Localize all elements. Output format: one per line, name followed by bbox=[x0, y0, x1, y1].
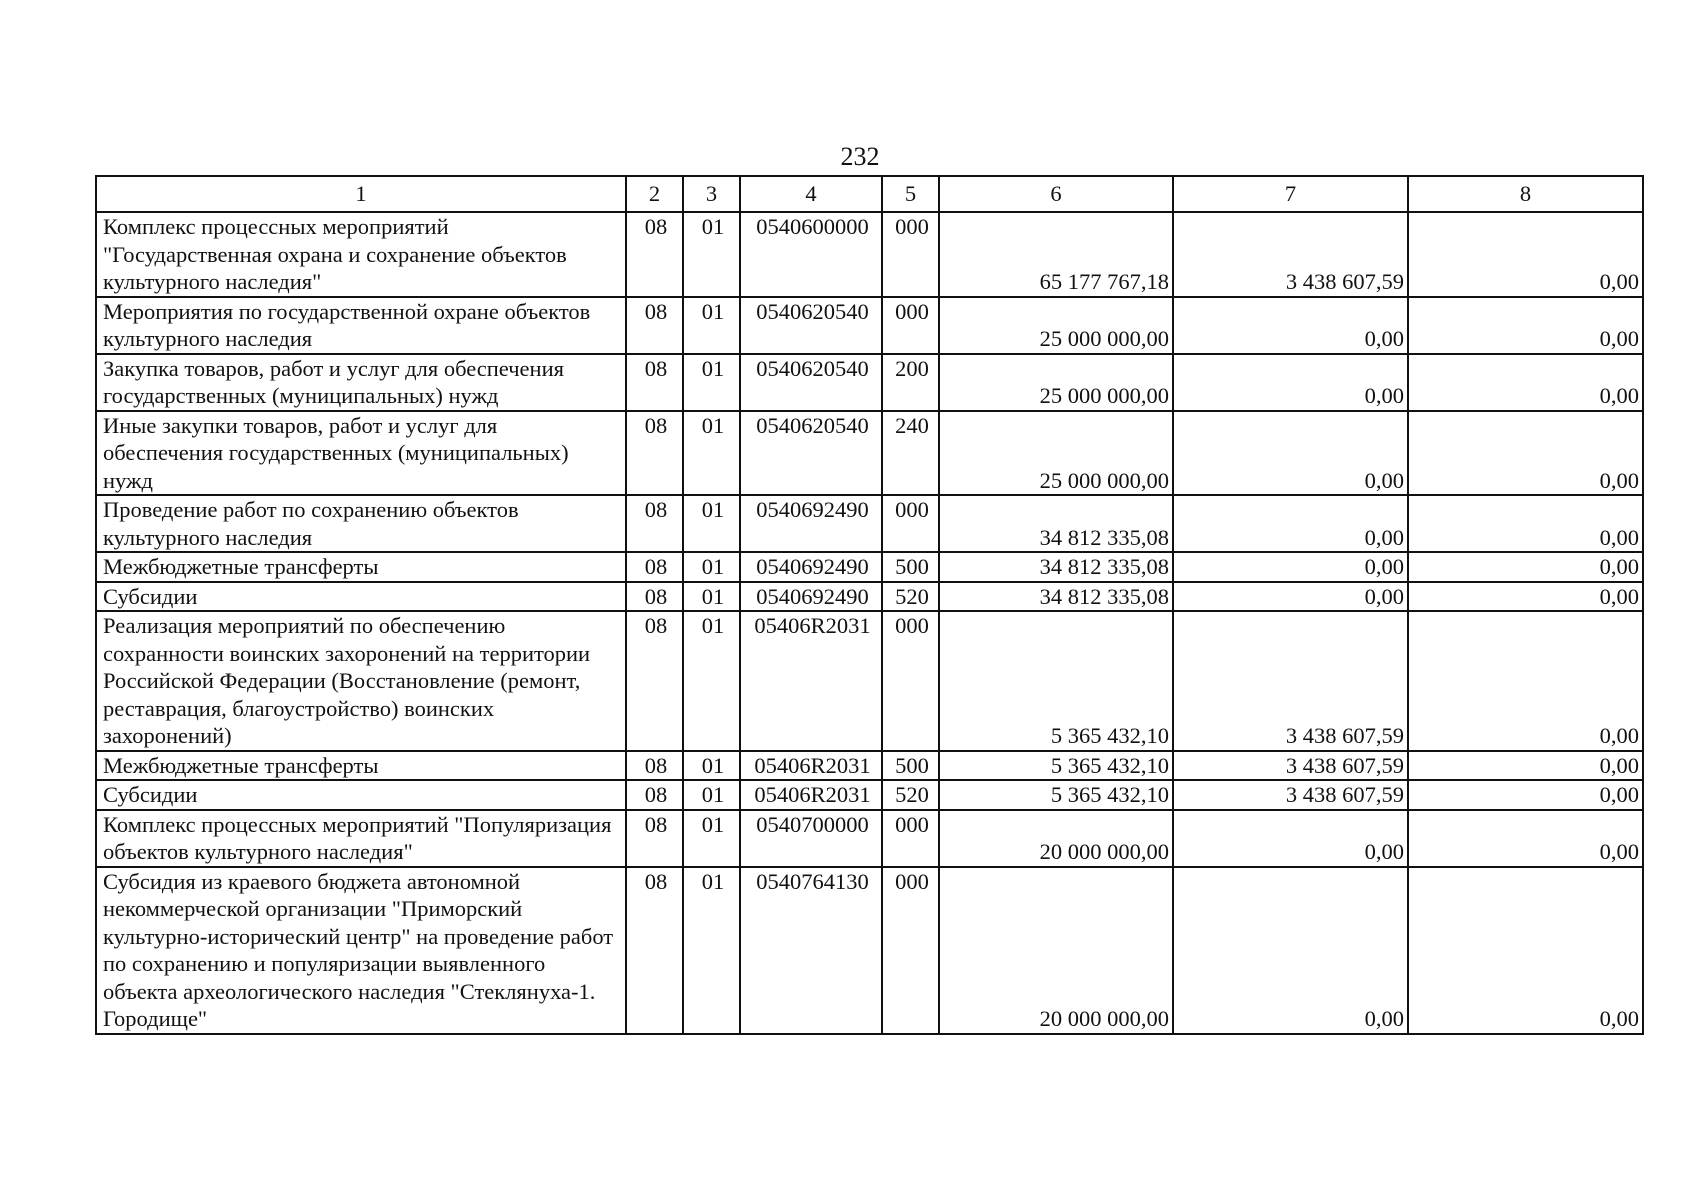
amount-col7: 0,00 bbox=[1173, 582, 1408, 612]
table-row bbox=[96, 751, 1643, 781]
row-name: Реализация мероприятий по обеспечению сохранности воинских захоронений на территории Российской Федерации (Восстановление (ремонт, реставрация, благоустройство) воинских захоронений) bbox=[96, 611, 626, 751]
section-code: 08 bbox=[626, 297, 683, 354]
row-name: Комплекс процессных мероприятий "Популяризация объектов культурного наследия" bbox=[96, 810, 626, 867]
header-cell-1: 1 bbox=[96, 176, 626, 212]
amount-col6: 34 812 335,08 bbox=[939, 495, 1173, 552]
page-number: 232 bbox=[840, 142, 880, 171]
subsection-code: 01 bbox=[683, 867, 740, 1034]
section-code: 08 bbox=[626, 495, 683, 552]
expense-type-code: 000 bbox=[882, 611, 939, 751]
target-article-code: 0540620540 bbox=[740, 297, 882, 354]
header-cell-5: 5 bbox=[882, 176, 939, 212]
header-cell-7: 7 bbox=[1173, 176, 1408, 212]
amount-col6: 25 000 000,00 bbox=[939, 297, 1173, 354]
table-row bbox=[96, 212, 1643, 297]
amount-col6: 5 365 432,10 bbox=[939, 611, 1173, 751]
subsection-code: 01 bbox=[683, 552, 740, 582]
target-article-code: 0540692490 bbox=[740, 495, 882, 552]
subsection-code: 01 bbox=[683, 611, 740, 751]
section-code: 08 bbox=[626, 810, 683, 867]
amount-col6: 25 000 000,00 bbox=[939, 411, 1173, 496]
amount-col7: 0,00 bbox=[1173, 552, 1408, 582]
amount-col8: 0,00 bbox=[1408, 495, 1643, 552]
table-row bbox=[96, 297, 1643, 354]
target-article-code: 0540620540 bbox=[740, 354, 882, 411]
target-article-code: 05406R2031 bbox=[740, 780, 882, 810]
amount-col6: 20 000 000,00 bbox=[939, 810, 1173, 867]
expense-type-code: 500 bbox=[882, 552, 939, 582]
header-cell-2: 2 bbox=[626, 176, 683, 212]
amount-col7: 0,00 bbox=[1173, 810, 1408, 867]
amount-col6: 34 812 335,08 bbox=[939, 582, 1173, 612]
amount-col6: 5 365 432,10 bbox=[939, 780, 1173, 810]
amount-col7: 0,00 bbox=[1173, 354, 1408, 411]
section-code: 08 bbox=[626, 611, 683, 751]
amount-col8: 0,00 bbox=[1408, 867, 1643, 1034]
amount-col7: 3 438 607,59 bbox=[1173, 780, 1408, 810]
header-cell-8: 8 bbox=[1408, 176, 1643, 212]
row-name: Субсидии bbox=[96, 582, 626, 612]
amount-col7: 3 438 607,59 bbox=[1173, 212, 1408, 297]
row-name: Проведение работ по сохранению объектов культурного наследия bbox=[96, 495, 626, 552]
amount-col8: 0,00 bbox=[1408, 611, 1643, 751]
amount-col8: 0,00 bbox=[1408, 212, 1643, 297]
subsection-code: 01 bbox=[683, 495, 740, 552]
amount-col8: 0,00 bbox=[1408, 297, 1643, 354]
expense-type-code: 000 bbox=[882, 212, 939, 297]
row-name: Иные закупки товаров, работ и услуг для обеспечения государственных (муниципальных) нужд bbox=[96, 411, 626, 496]
row-name: Субсидии bbox=[96, 780, 626, 810]
header-row bbox=[96, 176, 1643, 212]
expense-type-code: 240 bbox=[882, 411, 939, 496]
section-code: 08 bbox=[626, 751, 683, 781]
section-code: 08 bbox=[626, 354, 683, 411]
expense-type-code: 500 bbox=[882, 751, 939, 781]
table-row bbox=[96, 611, 1643, 751]
expense-type-code: 000 bbox=[882, 867, 939, 1034]
section-code: 08 bbox=[626, 867, 683, 1034]
table-row bbox=[96, 810, 1643, 867]
amount-col6: 34 812 335,08 bbox=[939, 552, 1173, 582]
row-name: Комплекс процессных мероприятий "Государственная охрана и сохранение объектов культурного наследия" bbox=[96, 212, 626, 297]
target-article-code: 0540620540 bbox=[740, 411, 882, 496]
target-article-code: 0540600000 bbox=[740, 212, 882, 297]
subsection-code: 01 bbox=[683, 780, 740, 810]
amount-col6: 65 177 767,18 bbox=[939, 212, 1173, 297]
amount-col7: 0,00 bbox=[1173, 867, 1408, 1034]
amount-col6: 25 000 000,00 bbox=[939, 354, 1173, 411]
amount-col7: 0,00 bbox=[1173, 495, 1408, 552]
subsection-code: 01 bbox=[683, 354, 740, 411]
target-article-code: 0540692490 bbox=[740, 582, 882, 612]
expense-type-code: 200 bbox=[882, 354, 939, 411]
amount-col8: 0,00 bbox=[1408, 552, 1643, 582]
subsection-code: 01 bbox=[683, 582, 740, 612]
table-row bbox=[96, 582, 1643, 612]
amount-col8: 0,00 bbox=[1408, 780, 1643, 810]
table-row bbox=[96, 867, 1643, 1034]
section-code: 08 bbox=[626, 780, 683, 810]
expense-type-code: 000 bbox=[882, 495, 939, 552]
budget-table bbox=[95, 175, 1644, 1035]
subsection-code: 01 bbox=[683, 411, 740, 496]
amount-col8: 0,00 bbox=[1408, 354, 1643, 411]
section-code: 08 bbox=[626, 212, 683, 297]
row-name: Мероприятия по государственной охране объектов культурного наследия bbox=[96, 297, 626, 354]
header-cell-3: 3 bbox=[683, 176, 740, 212]
row-name: Межбюджетные трансферты bbox=[96, 751, 626, 781]
header-cell-6: 6 bbox=[939, 176, 1173, 212]
table-row bbox=[96, 411, 1643, 496]
expense-type-code: 520 bbox=[882, 582, 939, 612]
row-name: Субсидия из краевого бюджета автономной некоммерческой организации "Приморский культурно-исторический центр" на проведение работ по сохранению и популяризации выявленного объекта археологического наследия "Стеклянуха-1. Городище" bbox=[96, 867, 626, 1034]
table-row bbox=[96, 780, 1643, 810]
subsection-code: 01 bbox=[683, 751, 740, 781]
expense-type-code: 520 bbox=[882, 780, 939, 810]
amount-col6: 20 000 000,00 bbox=[939, 867, 1173, 1034]
amount-col7: 0,00 bbox=[1173, 297, 1408, 354]
target-article-code: 0540764130 bbox=[740, 867, 882, 1034]
amount-col8: 0,00 bbox=[1408, 751, 1643, 781]
amount-col6: 5 365 432,10 bbox=[939, 751, 1173, 781]
subsection-code: 01 bbox=[683, 212, 740, 297]
expense-type-code: 000 bbox=[882, 810, 939, 867]
row-name: Закупка товаров, работ и услуг для обеспечения государственных (муниципальных) нужд bbox=[96, 354, 626, 411]
section-code: 08 bbox=[626, 552, 683, 582]
expense-type-code: 000 bbox=[882, 297, 939, 354]
target-article-code: 0540692490 bbox=[740, 552, 882, 582]
amount-col7: 3 438 607,59 bbox=[1173, 611, 1408, 751]
subsection-code: 01 bbox=[683, 297, 740, 354]
table-row bbox=[96, 495, 1643, 552]
amount-col8: 0,00 bbox=[1408, 582, 1643, 612]
subsection-code: 01 bbox=[683, 810, 740, 867]
amount-col7: 3 438 607,59 bbox=[1173, 751, 1408, 781]
amount-col7: 0,00 bbox=[1173, 411, 1408, 496]
section-code: 08 bbox=[626, 582, 683, 612]
target-article-code: 05406R2031 bbox=[740, 751, 882, 781]
amount-col8: 0,00 bbox=[1408, 810, 1643, 867]
table-row bbox=[96, 354, 1643, 411]
amount-col8: 0,00 bbox=[1408, 411, 1643, 496]
header-cell-4: 4 bbox=[740, 176, 882, 212]
section-code: 08 bbox=[626, 411, 683, 496]
target-article-code: 0540700000 bbox=[740, 810, 882, 867]
row-name: Межбюджетные трансферты bbox=[96, 552, 626, 582]
target-article-code: 05406R2031 bbox=[740, 611, 882, 751]
table-row bbox=[96, 552, 1643, 582]
